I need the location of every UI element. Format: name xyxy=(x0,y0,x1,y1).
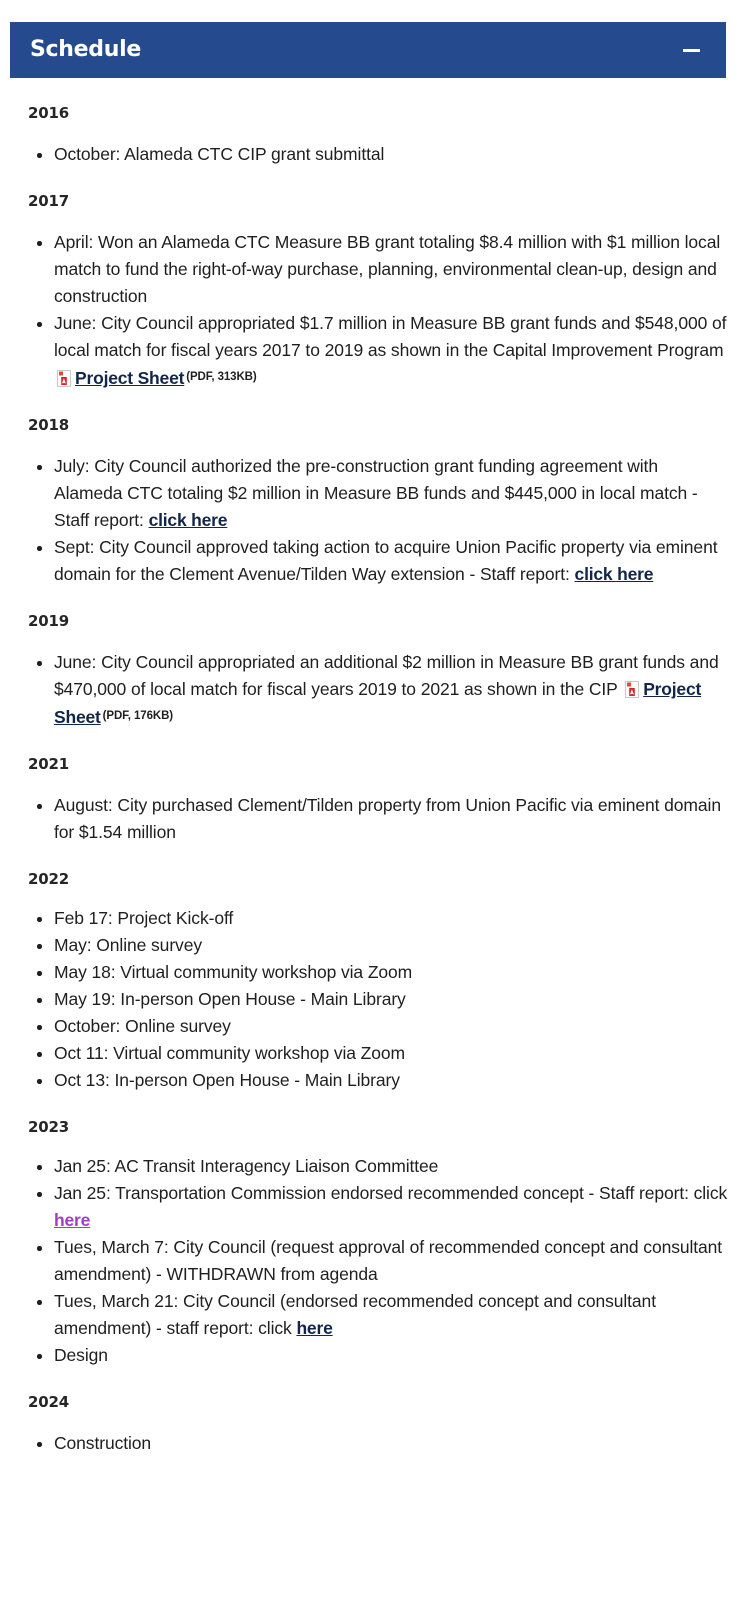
list-item xyxy=(28,453,728,534)
year-item-list xyxy=(28,1153,728,1369)
item-text: May: Online survey xyxy=(54,935,202,955)
item-text: May 19: In-person Open House - Main Library xyxy=(54,989,406,1009)
year-heading: 2016 xyxy=(28,104,69,122)
list-item xyxy=(28,141,728,168)
item-text: June: City Council appropriated an additional $2 million in Measure BB grant funds and $470,000 of local match for fiscal years 2019 to 2021 as shown in the CIP xyxy=(54,652,719,699)
year-heading: 2021 xyxy=(28,755,69,773)
file-meta-label: (PDF, 176KB) xyxy=(102,710,174,722)
year-heading: 2022 xyxy=(28,870,69,888)
list-item xyxy=(28,1288,728,1342)
project-sheet-link[interactable]: Project Sheet xyxy=(75,368,185,388)
item-text: May 18: Virtual community workshop via Zoom xyxy=(54,962,413,982)
item-text: Tues, March 7: City Council (request approval of recommended concept and consultant amendment) - WITHDRAWN from agenda xyxy=(54,1237,723,1284)
collapse-toggle-button[interactable] xyxy=(678,37,704,63)
year-item-list xyxy=(28,141,728,168)
year-heading: 2023 xyxy=(28,1118,69,1136)
list-item xyxy=(28,1040,728,1067)
item-text: Design xyxy=(54,1345,108,1365)
year-heading: 2019 xyxy=(28,612,69,630)
item-text: Sept: City Council approved taking action to acquire Union Pacific property via eminent domain for the Clement Avenue/Tilden Way extension - Staff report: xyxy=(54,537,718,584)
list-item xyxy=(28,1234,728,1288)
list-item xyxy=(28,959,728,986)
list-item xyxy=(28,229,728,310)
item-text: June: City Council appropriated $1.7 million in Measure BB grant funds and $548,000 of local match for fiscal years 2017 to 2019 as shown in the Capital Improvement Program xyxy=(54,313,727,360)
item-text: Oct 11: Virtual community workshop via Zoom xyxy=(54,1043,406,1063)
year-heading: 2024 xyxy=(28,1393,69,1411)
staff-report-link[interactable]: here xyxy=(54,1210,91,1230)
item-text: July: City Council authorized the pre-construction grant funding agreement with Alameda CTC totaling $2 million in Measure BB funds and $445,000 in local match - Staff report: xyxy=(54,456,698,530)
year-item-list xyxy=(28,453,728,588)
staff-report-link[interactable]: here xyxy=(296,1318,333,1338)
list-item xyxy=(28,310,728,392)
file-meta-label: (PDF, 313KB) xyxy=(186,371,257,383)
staff-report-link[interactable]: click here xyxy=(574,564,654,584)
list-item xyxy=(28,986,728,1013)
list-item xyxy=(28,932,728,959)
item-text: August: City purchased Clement/Tilden property from Union Pacific via eminent domain for $1.54 million xyxy=(54,795,721,842)
year-item-list xyxy=(28,649,728,731)
item-text: Jan 25: AC Transit Interagency Liaison Committee xyxy=(54,1156,439,1176)
staff-report-link[interactable]: click here xyxy=(148,510,228,530)
list-item xyxy=(28,1153,728,1180)
schedule-panel xyxy=(0,22,742,1457)
year-section xyxy=(28,168,728,392)
year-item-list xyxy=(28,792,728,846)
year-section xyxy=(28,731,728,846)
item-text: Oct 13: In-person Open House - Main Library xyxy=(54,1070,400,1090)
item-text: October: Alameda CTC CIP grant submittal xyxy=(54,144,385,164)
schedule-content xyxy=(0,78,742,1457)
year-section xyxy=(28,588,728,731)
list-item xyxy=(28,649,728,731)
year-section xyxy=(28,1094,728,1369)
list-item xyxy=(28,1013,728,1040)
year-section xyxy=(28,392,728,588)
item-text: April: Won an Alameda CTC Measure BB grant totaling $8.4 million with $1 million local match to fund the right-of-way purchase, planning, environmental clean-up, design and construction xyxy=(54,232,721,306)
list-item xyxy=(28,1342,728,1369)
item-text: Feb 17: Project Kick-off xyxy=(54,908,234,928)
year-item-list xyxy=(28,229,728,392)
list-item xyxy=(28,1430,728,1457)
page-title: Schedule xyxy=(30,37,141,62)
item-text: Jan 25: Transportation Commission endorsed recommended concept - Staff report: click xyxy=(54,1183,728,1203)
project-sheet-link[interactable]: Project Sheet xyxy=(54,679,702,727)
list-item xyxy=(28,905,728,932)
year-item-list xyxy=(28,905,728,1094)
list-item xyxy=(28,534,728,588)
item-text: Construction xyxy=(54,1433,152,1453)
year-heading: 2018 xyxy=(28,416,69,434)
list-item xyxy=(28,1067,728,1094)
schedule-panel-header[interactable] xyxy=(10,22,726,78)
year-section xyxy=(28,78,728,168)
minus-icon xyxy=(683,49,700,52)
list-item xyxy=(28,792,728,846)
item-text: October: Online survey xyxy=(54,1016,231,1036)
pdf-file-icon xyxy=(57,370,71,387)
pdf-file-icon xyxy=(625,681,639,698)
year-heading: 2017 xyxy=(28,192,69,210)
year-section xyxy=(28,1369,728,1457)
year-section xyxy=(28,846,728,1094)
year-item-list xyxy=(28,1430,728,1457)
list-item xyxy=(28,1180,728,1234)
item-text: Tues, March 21: City Council (endorsed recommended concept and consultant amendment) - staff report: click xyxy=(54,1291,656,1338)
